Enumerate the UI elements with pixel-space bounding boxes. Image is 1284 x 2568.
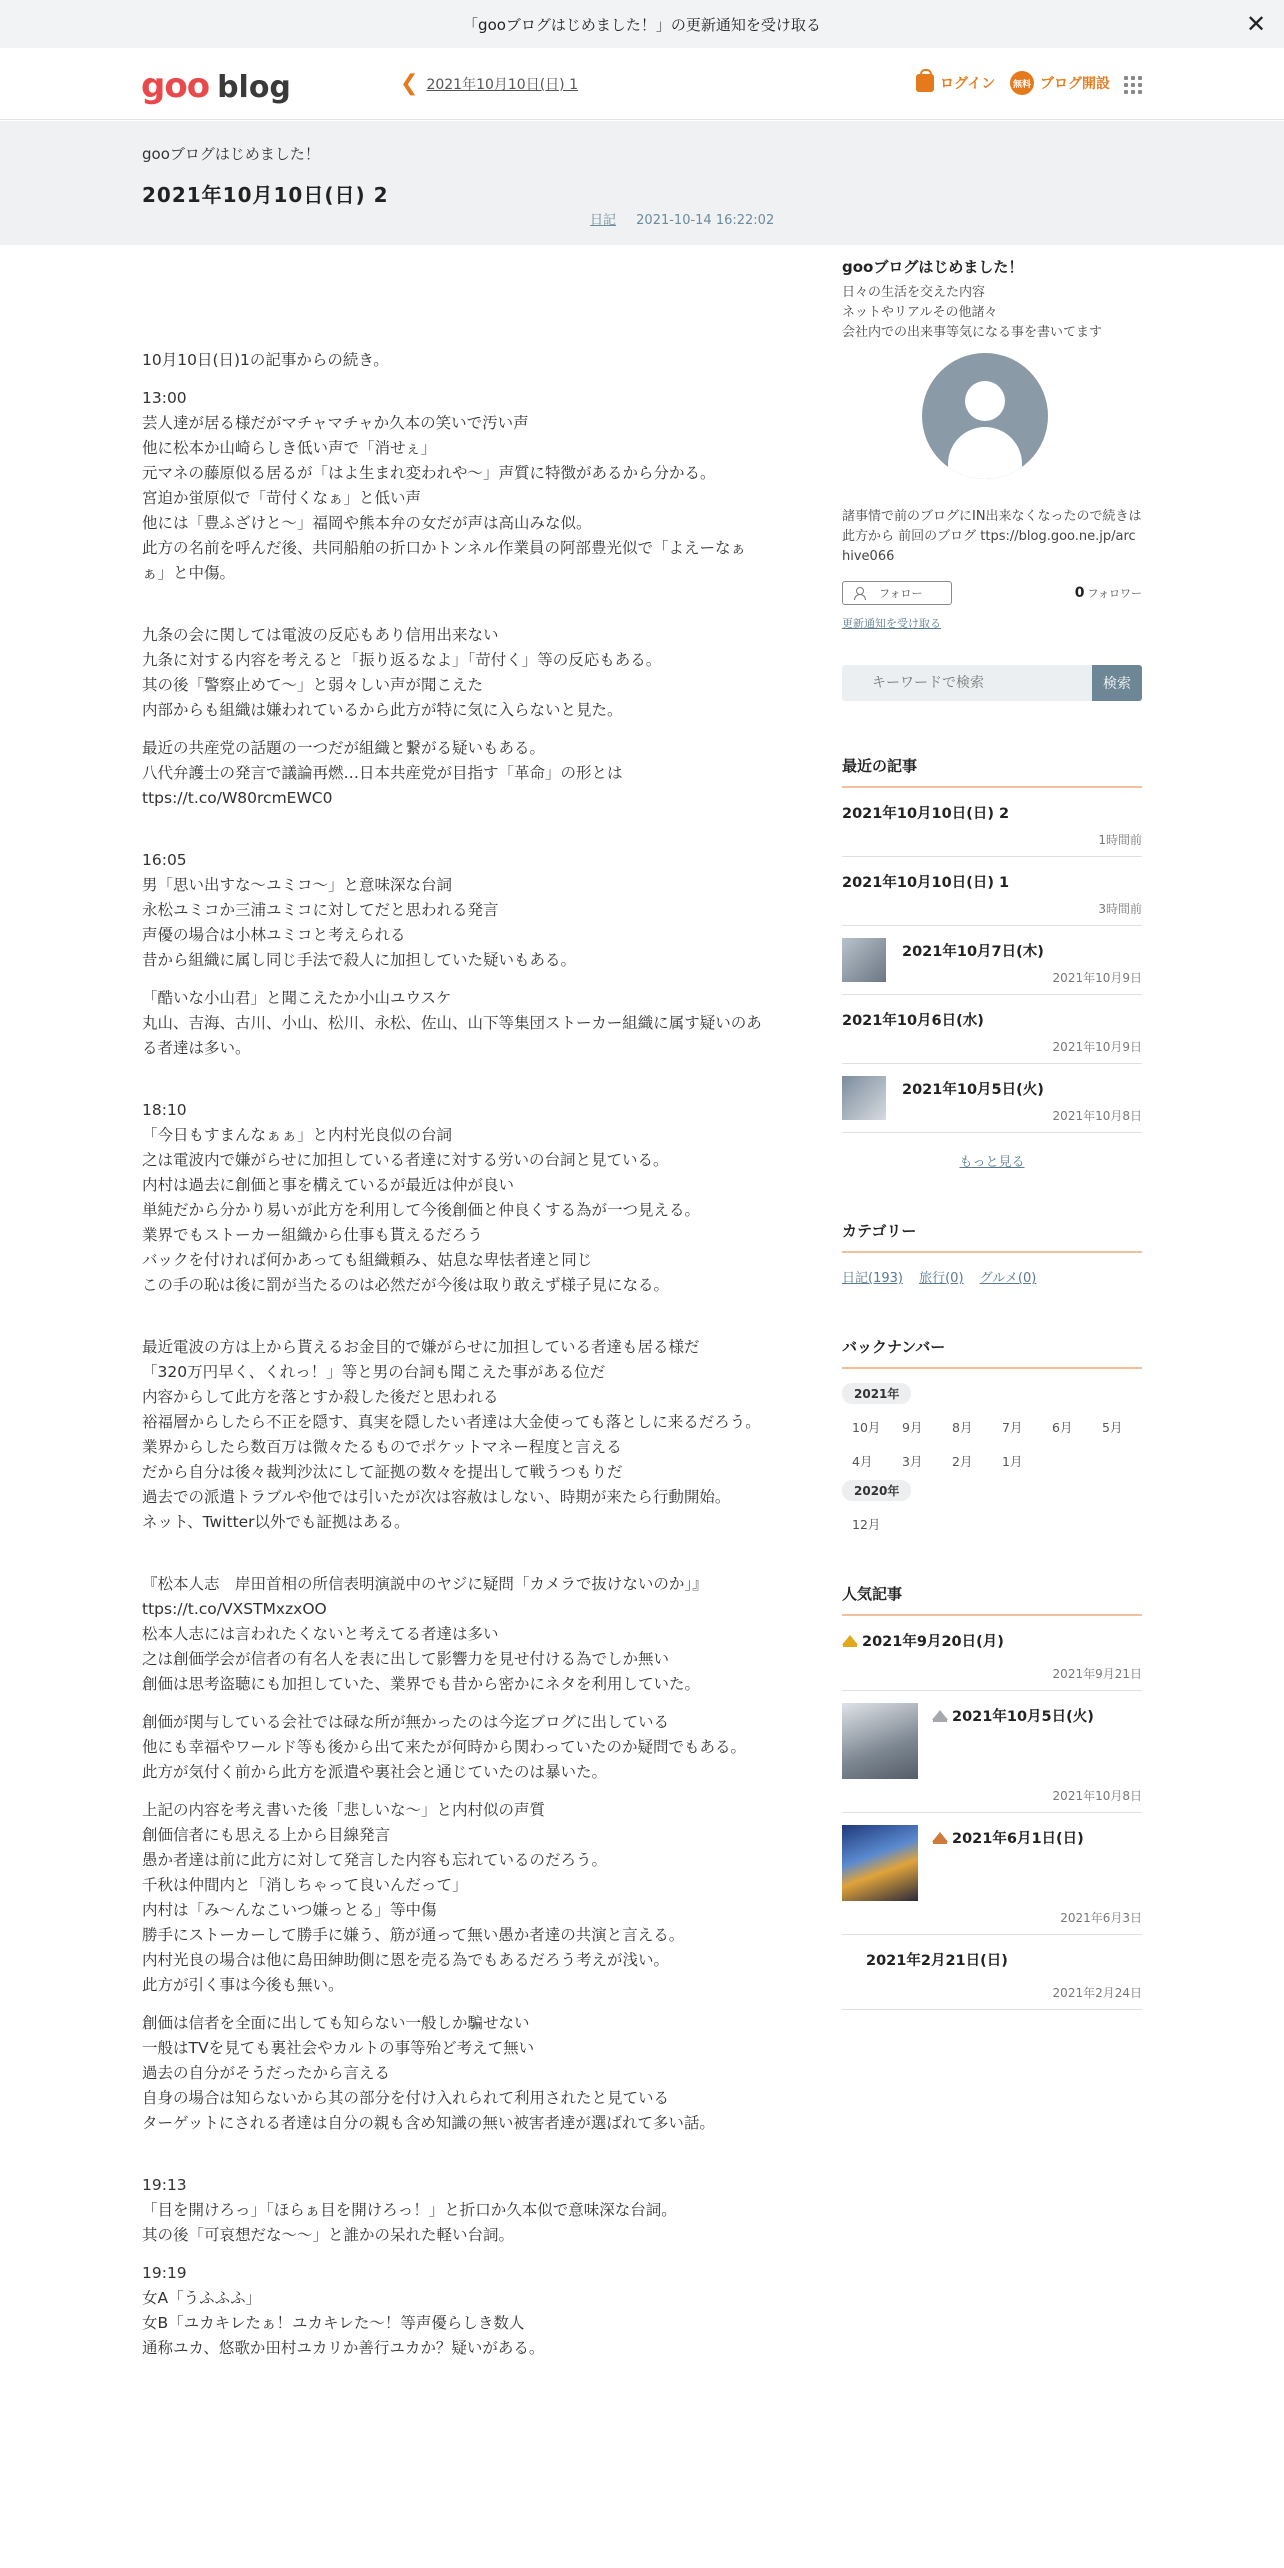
bag-icon bbox=[916, 74, 934, 92]
sidebar-profile-note: 諸事情で前のブログにIN出来なくなったので続きは此方から 前回のブログ ttps://blog.goo.ne.jp/archive066 bbox=[842, 509, 1142, 564]
recent-article-title[interactable]: 2021年10月10日(日) 2 bbox=[842, 806, 1010, 822]
login-label: ログイン bbox=[940, 76, 996, 92]
previous-article-title[interactable]: 2021年10月10日(日) 1 bbox=[426, 77, 578, 93]
more-articles-link[interactable]: もっと見る bbox=[959, 1155, 1025, 1170]
recent-article-title[interactable]: 2021年10月6日(水) bbox=[842, 1013, 984, 1029]
popular-article-title[interactable]: 2021年2月21日(日) bbox=[866, 1953, 1008, 1969]
month-link[interactable]: 3月 bbox=[902, 1454, 923, 1469]
article-datetime: 2021-10-14 16:22:02 bbox=[636, 213, 775, 228]
popular-article-thumbnail[interactable] bbox=[842, 1703, 918, 1779]
category-link-diary[interactable]: 日記(193) bbox=[842, 1271, 903, 1286]
recent-article-item[interactable] bbox=[842, 1064, 1142, 1133]
year-badge-2020: 2020年 bbox=[842, 1480, 911, 1501]
article-paragraph: 最近の共産党の話題の一つだが組織と繋がる疑いもある。 八代弁護士の発言で議論再燃…日本共産党が目指す「革命」の形とは ttps://t.co/W80rcmEWC0 bbox=[142, 739, 623, 807]
month-link[interactable]: 10月 bbox=[852, 1420, 881, 1435]
popular-article-item[interactable] bbox=[842, 1691, 1142, 1813]
popular-articles-section bbox=[842, 1583, 1142, 2010]
paragraph-gap bbox=[142, 824, 767, 848]
article-paragraph: 創価が関与している会社では碌な所が無かったのは今迄ブログに出している 他にも幸福やワールド等も後から出て来たが何時から関わっていたのか疑問でもある。 此方が気付く前から此方を派遣や裏社会と通じていたのは暴いた。 bbox=[142, 1713, 747, 1781]
paragraph-gap bbox=[142, 599, 767, 623]
recent-article-title[interactable]: 2021年10月5日(火) bbox=[902, 1082, 1044, 1098]
follow-label: フォロー bbox=[879, 587, 923, 600]
update-notice-bar[interactable] bbox=[0, 0, 1284, 48]
paragraph-gap bbox=[142, 1074, 767, 1098]
paragraph-gap bbox=[142, 2149, 767, 2173]
paragraph-gap bbox=[142, 1311, 767, 1335]
months-2021 bbox=[842, 1410, 1142, 1478]
article-paragraph: 九条の会に関しては電波の反応もあり信用出来ない 九条に対する内容を考えると「振り返るなよ」「苛付く」等の反応もある。 其の後「警察止めて～」と弱々しい声が聞こえた 内部からも組織は嫌われているから此方が特に気に入らないと見た。 bbox=[142, 626, 662, 719]
popular-article-title[interactable]: 2021年9月20日(月) bbox=[862, 1634, 1004, 1650]
popular-article-date: 2021年10月8日 bbox=[1052, 1789, 1142, 1803]
site-header bbox=[0, 48, 1284, 120]
article-meta bbox=[590, 209, 774, 228]
recent-article-title[interactable]: 2021年10月7日(木) bbox=[902, 944, 1044, 960]
search-input[interactable] bbox=[842, 665, 1092, 701]
recent-article-date: 3時間前 bbox=[1098, 902, 1142, 916]
popular-article-item[interactable] bbox=[842, 1616, 1142, 1691]
month-link[interactable]: 2月 bbox=[952, 1454, 973, 1469]
recent-article-date: 2021年10月8日 bbox=[1052, 1109, 1142, 1123]
article-paragraph: 10月10日(日)1の記事からの続き。 bbox=[142, 351, 389, 369]
popular-article-date: 2021年6月3日 bbox=[1060, 1911, 1142, 1925]
follow-button[interactable] bbox=[842, 581, 952, 605]
follower-count bbox=[1075, 585, 1142, 601]
recent-articles-heading: 最近の記事 bbox=[842, 755, 1142, 788]
close-icon[interactable]: ✕ bbox=[1245, 10, 1267, 38]
month-link[interactable]: 1月 bbox=[1002, 1454, 1023, 1469]
recent-article-item[interactable] bbox=[842, 788, 1142, 857]
article-body bbox=[142, 348, 767, 2374]
recent-article-thumbnail[interactable] bbox=[842, 938, 886, 982]
blog-name[interactable]: gooブログはじめました！ bbox=[142, 145, 320, 163]
backnumber-heading: バックナンバー bbox=[842, 1336, 1142, 1369]
logo-goo-text: goo bbox=[141, 66, 210, 106]
months-2020 bbox=[842, 1507, 1142, 1541]
backnumber-section bbox=[842, 1336, 1142, 1541]
goo-blog-logo[interactable] bbox=[141, 66, 291, 106]
article-title: 2021年10月10日(日) 2 bbox=[142, 183, 389, 207]
month-link[interactable]: 7月 bbox=[1002, 1420, 1023, 1435]
recent-article-item[interactable] bbox=[842, 926, 1142, 995]
article-paragraph: 19:13 「目を開けろっ」「ほらぁ目を開けろっ！」と折口か久本似で意味深な台詞。 其の後「可哀想だな～～」と誰かの呆れた軽い台詞。 bbox=[142, 2176, 677, 2244]
recent-article-date: 1時間前 bbox=[1098, 833, 1142, 847]
article-paragraph: 上記の内容を考え書いた後「悲しいな～」と内村似の声質 創価信者にも思える上から目線発言 愚か者達は前に此方に対して発言した内容も忘れているのだろう。 千秋は仲間内と「消しちゃって良いんだって」 内村は「み～んなこいつ嫌っとる」等中傷 勝手にストーカーして勝手に嫌う、筋が通って無い愚か者達の共演と言える。 内村光良の場合は他に島田紳助側に恩を売る為でもあるだろう考えが浅い。 此方が引く事は今後も無い。 bbox=[142, 1801, 685, 1994]
chevron-left-icon: ❮ bbox=[400, 71, 419, 96]
search-button[interactable]: 検索 bbox=[1092, 665, 1142, 701]
popular-article-date: 2021年2月24日 bbox=[1052, 1986, 1142, 2000]
recent-article-thumbnail[interactable] bbox=[842, 1076, 886, 1120]
open-blog-label: ブログ開設 bbox=[1040, 76, 1110, 92]
bronze-crown-icon bbox=[932, 1832, 948, 1844]
silver-crown-icon bbox=[932, 1710, 948, 1722]
paragraph-gap bbox=[142, 1548, 767, 1572]
article-paragraph: 18:10 「今日もすまんなぁぁ」と内村光良似の台詞 之は電波内で嫌がらせに加担している者達に対する労いの台詞と見ている。 内村は過去に創価と事を構えているが最近は仲が良い 単純だから分かり易いが此方を利用して今後創価と仲良くする為が一つ見える。 業界でもストーカー組織から仕事も貰えるだろう バックを付ければ何かあっても組織頼み、姑息な卑怯者達と同じ この手の恥は後に罰が当たるのは必然だが今後は取り敢えず様子見になる。 bbox=[142, 1101, 701, 1294]
popular-article-date: 2021年9月21日 bbox=[1052, 1667, 1142, 1681]
popular-article-title[interactable]: 2021年6月1日(日) bbox=[952, 1831, 1084, 1847]
app-grid-icon[interactable] bbox=[1124, 76, 1142, 94]
category-section bbox=[842, 1220, 1142, 1286]
month-link[interactable]: 6月 bbox=[1052, 1420, 1073, 1435]
popular-article-thumbnail[interactable] bbox=[842, 1825, 918, 1901]
sidebar-desc-text: 日々の生活を交えた内容 ネットやリアルその他諸々 会社内での出来事等気になる事を書いてます bbox=[842, 285, 1103, 340]
month-link[interactable]: 5月 bbox=[1102, 1420, 1123, 1435]
previous-article-link[interactable] bbox=[400, 71, 578, 96]
year-badge-2021: 2021年 bbox=[842, 1383, 911, 1404]
recent-article-title[interactable]: 2021年10月10日(日) 1 bbox=[842, 875, 1010, 891]
recent-article-date: 2021年10月9日 bbox=[1052, 1040, 1142, 1054]
update-notify-link[interactable]: 更新通知を受け取る bbox=[842, 617, 941, 630]
recent-articles-section bbox=[842, 755, 1142, 1170]
sidebar-blog-description bbox=[842, 283, 1142, 343]
search-form bbox=[842, 665, 1142, 701]
login-button[interactable] bbox=[916, 73, 995, 93]
article-paragraph: 「酷いな小山君」と聞こえたか小山ユウスケ 丸山、吉海、古川、小山、松川、永松、佐山、山下等集団ストーカー組織に属す疑いのある者達は多い。 bbox=[142, 989, 762, 1057]
month-link[interactable]: 12月 bbox=[852, 1517, 881, 1532]
article-paragraph: 16:05 男「思い出すな～ユミコ～」と意味深な台詞 永松ユミコか三浦ユミコに対してだと思われる発言 声優の場合は小林ユミコと考えられる 昔から組織に属し同じ手法で殺人に加担していた疑いもある。 bbox=[142, 851, 577, 969]
open-blog-button[interactable] bbox=[1010, 71, 1110, 95]
popular-article-item[interactable] bbox=[842, 1813, 1142, 1935]
person-icon bbox=[853, 587, 865, 599]
article-paragraph: 『松本人志 岸田首相の所信表明演説中のヤジに疑問「カメラで抜けないのか」』 ttps://t.co/VXSTMxzxOO 松本人志には言われたくないと考えてる者達は多い 之は創価学会が信者の有名人を表に出して影響力を見せ付ける為でしか無い 創価は思考盗聴にも加担していた、業界でも昔から密かにネタを利用していた。 bbox=[142, 1575, 708, 1693]
month-link[interactable]: 4月 bbox=[852, 1454, 873, 1469]
article-paragraph: 19:19 女A「うふふふ」 女B「ユカキレたぁ！ユカキレた～！等声優らしき数人 通称ユカ、悠歌か田村ユカリか善行ユカか？疑いがある。 bbox=[142, 2264, 545, 2357]
recent-article-item[interactable] bbox=[842, 995, 1142, 1064]
recent-article-item[interactable] bbox=[842, 857, 1142, 926]
category-links bbox=[842, 1267, 1142, 1286]
category-heading: カテゴリー bbox=[842, 1220, 1142, 1253]
popular-articles-heading: 人気記事 bbox=[842, 1583, 1142, 1616]
article-paragraph: 創価は信者を全面に出しても知らない一般しか騙せない 一般はTVを見ても裏社会やカルトの事等殆ど考えて無い 過去の自分がそうだったから言える 自身の場合は知らないから其の部分を付け入れられて利用されたと見ている ターゲットにされる者達は自分の親も含め知識の無い被害者達が選ばれて多い話。 bbox=[142, 2014, 715, 2132]
sidebar bbox=[842, 250, 1142, 2010]
article-category-link[interactable]: 日記 bbox=[590, 213, 617, 228]
follower-label: フォロワー bbox=[1087, 587, 1142, 600]
article-paragraph: 13:00 芸人達が居る様だがマチャマチャか久本の笑いで汚い声 他に松本か山崎らしき低い声で「消せぇ」 元マネの藤原似る居るが「はよ生まれ変われや～」声質に特徴があるから分かる。 宮迫か蛍原似で「苛付くなぁ」と低い声 他には「豊ふざけと～」福岡や熊本弁の女だが声は高山みな似。 此方の名前を呼んだ後、共同船舶の折口かトンネル作業員の阿部豊光似で「よえーなぁぁ」と中傷。 bbox=[142, 389, 747, 582]
free-badge: 無料 bbox=[1010, 71, 1034, 95]
article-paragraph: 最近電波の方は上から貰えるお金目的で嫌がらせに加担している者達も居る様だ 「320万円早く、くれっ！」等と男の台詞も聞こえた事がある位だ 内容からして此方を落とすか殺した後だと思われる 裕福層からしたら不正を隠す、真実を隠したい者達は大金使っても落としに来るだろう。 業界からしたら数百万は微々たるものでポケットマネー程度と言える だから自分は後々裁判沙汰にして証拠の数々を提出して戦うつもりだ 過去での派遣トラブルや他では引いたが次は容赦はしない、時期が来たら行動開始。 ネット、Twitter以外でも証拠はある。 bbox=[142, 1338, 761, 1531]
avatar bbox=[922, 353, 1048, 479]
follower-number: 0 bbox=[1074, 585, 1085, 601]
article-header bbox=[0, 121, 1284, 245]
follow-row bbox=[842, 581, 1142, 605]
category-link-travel[interactable]: 旅行(0) bbox=[919, 1271, 964, 1286]
gold-crown-icon bbox=[842, 1635, 858, 1647]
recent-article-date: 2021年10月9日 bbox=[1052, 971, 1142, 985]
update-notice-text[interactable]: 「gooブログはじめました！」の更新通知を受け取る bbox=[463, 15, 821, 34]
logo-blog-text: blog bbox=[217, 70, 291, 105]
popular-article-title[interactable]: 2021年10月5日(火) bbox=[952, 1709, 1094, 1725]
category-link-gourmet[interactable]: グルメ(0) bbox=[979, 1271, 1037, 1286]
month-link[interactable]: 8月 bbox=[952, 1420, 973, 1435]
month-link[interactable]: 9月 bbox=[902, 1420, 923, 1435]
sidebar-blog-name[interactable]: gooブログはじめました！ bbox=[842, 258, 1024, 276]
popular-article-item[interactable] bbox=[842, 1935, 1142, 2010]
